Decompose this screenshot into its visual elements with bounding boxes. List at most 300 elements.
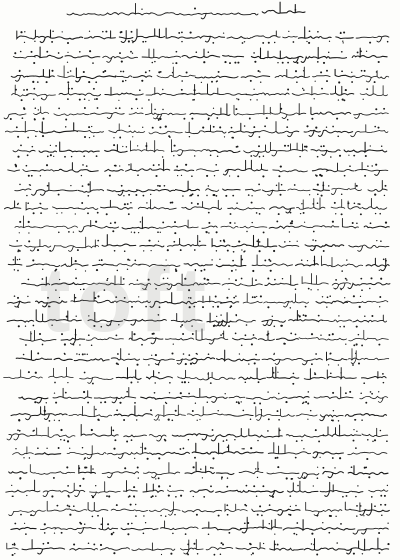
ink-dot [237,62,239,64]
handwritten-word [262,358,303,364]
ink-dot [257,70,259,72]
ink-dot [69,448,70,449]
handwritten-word [232,244,247,247]
handwritten-word [299,337,346,340]
ink-dot [355,447,357,449]
handwritten-word [313,76,331,77]
handwritten-word [124,435,147,437]
handwritten-word [100,548,129,551]
ink-dot [257,477,258,478]
ink-dot [174,221,176,223]
handwritten-word [129,283,151,289]
ink-dot [338,81,340,83]
ink-dot [38,109,39,110]
ink-dot [89,137,90,138]
ink-dot [141,80,143,82]
handwritten-word [313,182,329,191]
ink-dot [277,372,278,373]
ink-dot [260,295,262,297]
ink-dot [117,353,119,355]
handwritten-word [138,200,176,210]
handwritten-word [217,350,260,361]
handwritten-word [335,69,355,77]
handwritten-word [8,301,30,307]
ink-dot [132,136,133,137]
handwritten-word [197,372,235,380]
ink-dot [68,505,70,507]
ink-dot [216,117,218,119]
ink-dot [362,553,363,554]
ink-dot [344,326,345,327]
ink-dot [193,99,195,101]
ink-dot [310,410,312,412]
ink-dot [169,485,171,487]
ink-dot [332,126,334,128]
header-basmala-stroke [67,3,258,18]
handwritten-word [196,169,218,172]
ink-dot [307,403,309,405]
ink-dot [159,185,161,187]
ink-dot [356,431,357,432]
ink-dot [280,108,282,110]
ink-dot [287,119,289,121]
ink-dot [181,381,183,383]
ink-dot [143,533,145,535]
ink-dot [71,156,72,157]
ink-dot [222,544,224,546]
ink-dot [284,343,286,345]
ink-dot [88,543,90,545]
ink-dot [137,381,138,382]
ink-dot [210,485,212,487]
ink-dot [297,62,299,64]
handwritten-word [348,452,387,454]
handwritten-word [113,301,150,303]
ink-dot [110,222,112,224]
ink-dot [102,31,104,33]
ink-dot [241,401,242,402]
ink-dot [256,496,257,497]
handwritten-word [32,183,77,196]
ink-dot [245,381,247,383]
ink-dot [15,164,17,166]
ink-dot [200,468,202,470]
ink-dot [158,372,160,374]
ink-dot [158,485,160,487]
ink-dot [304,476,305,477]
ink-dot [162,89,163,90]
ink-dot [296,534,298,536]
ink-dot [134,260,136,262]
ink-dot [180,326,182,328]
ink-dot [248,194,250,196]
ink-dot [196,51,198,53]
handwritten-word [362,372,387,379]
ink-dot [208,232,209,233]
handwritten-word [245,189,260,191]
ink-dot [231,270,233,272]
ink-dot [150,496,152,498]
ink-dot [261,515,263,517]
ink-dot [160,515,161,516]
ink-dot [230,213,232,215]
ink-dot [145,41,146,42]
handwritten-word [195,76,238,78]
ink-dot [114,439,116,441]
ink-dot [319,174,321,176]
handwritten-word [7,434,36,440]
ink-dot [148,99,150,101]
ink-dot [73,231,74,232]
ink-dot [318,440,320,442]
ink-dot [123,419,125,421]
ink-dot [154,382,155,383]
ink-dot [278,213,280,215]
ink-dot [104,70,106,72]
ink-dot [46,81,48,83]
ink-dot [124,250,126,252]
ink-dot [175,496,177,498]
ink-dot [20,31,22,33]
ink-dot [353,553,355,555]
ink-dot [317,61,319,63]
ink-dot [224,136,225,137]
ink-dot [46,51,48,53]
ink-dot [235,333,237,335]
ink-dot [364,175,366,177]
ink-dot [263,231,265,233]
ink-dot [47,297,49,299]
ink-dot [229,532,231,534]
ink-dot [75,213,76,214]
ink-dot [130,382,132,384]
ink-dot [249,118,251,120]
ink-dot [17,270,19,272]
ink-dot [301,203,302,204]
handwritten-word [15,189,31,191]
ink-dot [346,279,348,281]
ink-dot [341,213,343,215]
ink-dot [82,353,84,355]
ink-dot [88,100,89,101]
ink-dot [320,71,322,73]
ink-dot [50,145,51,146]
ink-dot [228,325,230,327]
ink-dot [75,260,77,262]
handwritten-word [190,490,213,493]
ink-dot [150,409,152,411]
handwritten-word [225,504,247,512]
handwritten-word [53,207,79,209]
ink-dot [131,232,132,233]
handwritten-word [137,189,175,191]
handwritten-word [228,208,265,210]
ink-dot [169,392,170,393]
ink-dot [181,41,182,42]
ink-dot [342,99,344,101]
ink-dot [308,288,310,290]
ink-dot [189,306,191,308]
ink-dot [290,506,291,507]
ink-dot [92,468,94,470]
ink-dot [173,343,174,344]
ink-dot [379,270,380,271]
ink-dot [128,194,130,196]
ink-dot [332,457,334,459]
ink-dot [341,51,343,53]
handwritten-word [142,49,181,58]
ink-dot [343,31,345,33]
ink-dot [100,402,102,404]
handwritten-word [50,237,99,251]
ink-dot [37,81,39,83]
ink-dot [163,278,165,280]
ink-dot [151,355,152,356]
ink-dot [280,166,282,168]
ink-dot [103,71,105,73]
ink-dot [254,402,256,404]
ink-dot [93,325,95,327]
ink-dot [326,306,327,307]
ink-dot [185,533,187,535]
ink-dot [213,126,215,128]
handwritten-word [5,121,37,132]
ink-dot [277,466,279,468]
ink-dot [380,278,382,280]
ink-dot [257,514,259,516]
handwritten-word [30,465,74,475]
handwritten-word [181,540,204,554]
ink-dot [250,418,252,420]
ink-dot [303,448,304,449]
ink-dot [358,362,360,364]
ink-dot [155,354,157,356]
ink-dot [79,344,80,345]
ink-dot [67,98,69,100]
ink-dot [254,362,256,364]
handwritten-word [269,226,295,228]
ink-dot [15,448,16,449]
ink-dot [354,419,356,421]
handwritten-word [132,29,165,42]
handwritten-word [356,71,389,82]
ink-dot [253,52,255,54]
ink-dot [43,543,45,545]
ink-dot [138,232,139,233]
ink-dot [115,165,117,167]
ink-dot [185,363,187,365]
ink-dot [262,42,264,44]
ink-dot [75,269,76,270]
ink-dot [92,383,94,385]
ink-dot [188,439,189,440]
ink-dot [370,222,372,224]
ink-dot [182,333,184,335]
handwritten-word [264,294,309,307]
handwritten-word [93,264,114,266]
ink-dot [182,195,184,197]
ink-dot [387,523,388,524]
ink-dot [37,249,39,251]
ink-dot [111,533,113,535]
handwritten-word [304,130,320,136]
ink-dot [361,344,363,346]
ink-dot [133,495,135,497]
ink-dot [124,203,126,205]
ink-dot [193,543,195,545]
handwritten-word [149,502,180,515]
ink-dot [178,155,180,157]
ink-dot [92,62,94,64]
handwritten-word [265,275,298,285]
ink-dot [206,195,207,196]
ink-dot [33,62,35,64]
ink-dot [311,333,313,335]
ink-dot [250,447,252,449]
ink-dot [131,439,133,441]
ink-dot [75,297,77,299]
ink-dot [382,373,384,375]
handwritten-word [234,105,271,115]
ink-dot [387,41,388,42]
ink-dot [14,295,16,297]
ink-dot [69,514,71,516]
ink-dot [252,270,254,272]
ink-dot [268,418,270,420]
ink-dot [354,202,356,204]
ink-dot [84,353,86,355]
ink-dot [176,51,178,53]
handwritten-word [16,351,51,361]
ink-dot [218,515,220,517]
handwritten-word [216,255,246,266]
ink-dot [216,231,218,233]
handwritten-word [348,201,361,209]
ink-dot [177,175,178,176]
handwritten-word [8,170,20,171]
handwritten-word [54,358,72,360]
ink-dot [54,270,56,272]
ink-dot [193,306,195,308]
handwritten-word [283,36,298,38]
ink-dot [95,409,97,411]
ink-dot [33,430,35,432]
ink-dot [329,515,331,517]
ink-dot [287,62,289,64]
handwritten-word [360,396,388,402]
ink-dot [145,71,147,73]
ink-dot [216,195,218,197]
handwritten-word [103,56,138,62]
ink-dot [210,467,212,469]
ink-dot [244,250,245,251]
ink-dot [20,514,22,516]
handwritten-word [239,462,263,474]
handwritten-word [348,349,388,364]
ink-dot [372,441,373,442]
ink-dot [135,194,137,196]
ink-dot [310,289,311,290]
ink-dot [145,306,147,308]
ink-dot [252,296,254,298]
ink-dot [226,504,228,506]
ink-dot [42,118,44,120]
handwritten-word [354,113,389,119]
ink-dot [251,195,252,196]
ink-dot [130,504,132,506]
ink-dot [199,419,200,420]
handwritten-word [13,56,35,58]
ink-dot [114,250,116,252]
handwritten-word [336,37,353,39]
ink-dot [381,514,383,516]
ink-dot [92,516,94,518]
handwritten-word [249,490,284,496]
handwritten-word [349,330,389,341]
ink-dot [84,98,86,100]
handwritten-word [123,481,137,492]
ink-dot [145,522,146,523]
ink-dot [226,297,228,299]
ink-dot [68,496,70,498]
handwritten-word [146,371,172,379]
ink-dot [264,125,266,127]
ink-dot [116,335,118,337]
ink-dot [115,296,117,298]
ink-dot [264,259,266,261]
handwritten-word [219,443,264,454]
ink-dot [272,496,274,498]
ink-dot [313,485,314,486]
ink-dot [152,127,154,129]
ink-dot [268,259,270,261]
ink-dot [235,314,237,316]
ink-dot [202,306,204,308]
ink-dot [87,195,89,197]
ink-dot [384,195,385,196]
ink-dot [307,419,308,420]
ink-dot [59,297,60,298]
ink-dot [238,241,240,243]
ink-dot [126,441,128,443]
ink-dot [30,333,31,334]
ink-dot [250,543,252,545]
ink-dot [295,9,297,11]
ink-dot [360,213,362,215]
ink-dot [194,249,196,251]
handwritten-word [369,490,388,492]
ink-dot [155,495,156,496]
ink-dot [42,135,44,137]
ink-dot [366,88,368,90]
ink-dot [168,419,170,421]
ink-dot [315,429,317,431]
handwritten-word [35,453,61,455]
handwritten-word [140,245,164,247]
ink-dot [35,107,37,109]
handwritten-word [26,202,48,210]
ink-dot [277,62,278,63]
handwritten-word [267,367,299,379]
ink-dot [18,419,20,421]
ink-dot [257,468,259,470]
handwritten-word [212,239,230,247]
ink-dot [359,203,361,205]
ink-dot [269,523,270,524]
handwritten-word [111,349,139,361]
ink-dot [96,98,98,100]
ink-dot [118,324,119,325]
